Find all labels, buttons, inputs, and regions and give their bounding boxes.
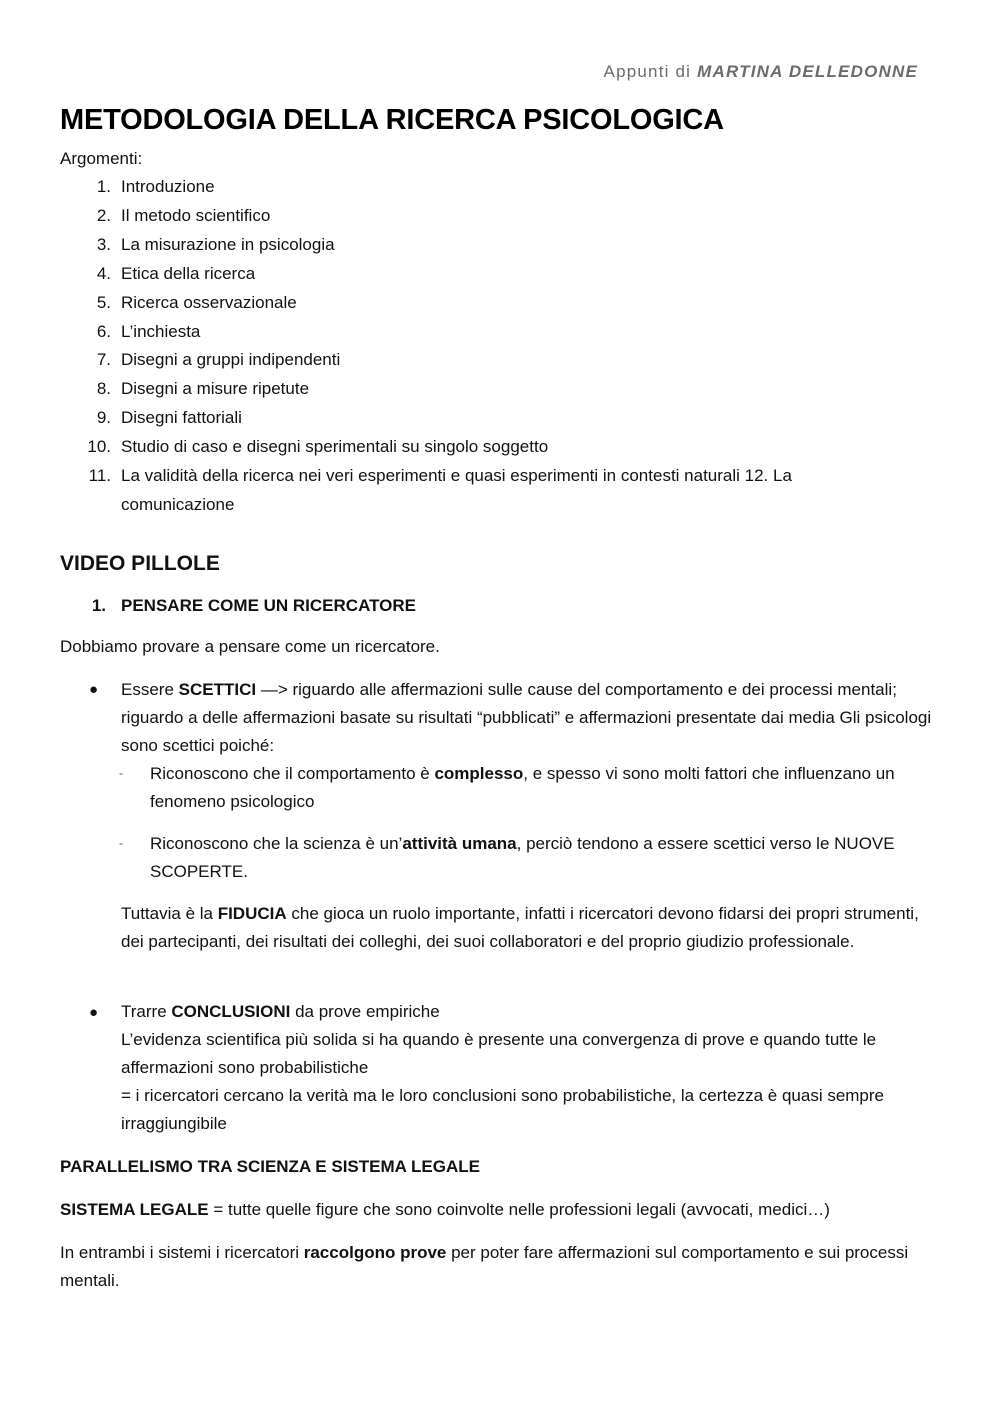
sistema-legale-paragraph: SISTEMA LEGALE = tutte quelle figure che sono coinvolte nelle professioni legali (avvocati, medici…) — [60, 1200, 830, 1219]
subsection-title: PENSARE COME UN RICERCATORE — [121, 596, 417, 615]
section-title: VIDEO PILLOLE — [60, 552, 220, 575]
list-item: 7. Disegni a gruppi indipendenti — [96, 350, 341, 370]
page-title: METODOLOGIA DELLA RICERCA PSICOLOGICA — [60, 104, 724, 136]
conclusioni-line-2: L’evidenza scientifica più solida si ha quando è presente una convergenza di prove e quando tutte le affermazioni sono probabilistiche — [121, 1030, 877, 1077]
parallel-heading: PARALLELISMO TRA SCIENZA E SISTEMA LEGALE — [60, 1157, 480, 1176]
list-item: 10. Studio di caso e disegni sperimentali su singolo soggetto — [87, 437, 549, 457]
bullet-conclusioni: Trarre CONCLUSIONI da prove empiriche L’evidenza scientifica più solida si ha quando è presente una convergenza di prove e quando tutte le affermazioni sono probabilistiche = i ricercatori cercano la verità ma le loro conclusioni sono probabilistiche, la certezza è quasi sempre irraggiungibile — [121, 998, 936, 1138]
sub-bullet-complesso: Riconoscono che il comportamento è complesso, e spesso vi sono molti fattori che influenzano un fenomeno psicologico — [150, 764, 895, 811]
sub-bullet-attivita: Riconoscono che la scienza è un’attività umana, perciò tendono a essere scettici verso le NUOVE SCOPERTE. — [150, 834, 895, 881]
entrambi-paragraph: In entrambi i sistemi i ricercatori raccolgono prove per poter fare affermazioni sul comportamento e sui processi mentali. — [60, 1243, 909, 1290]
list-item: 1. Introduzione — [96, 177, 215, 196]
list-item: 11. La validità della ricerca nei veri esperimenti e quasi esperimenti in contesti naturali 12. La comunicazione — [88, 466, 792, 514]
fiducia-paragraph: Tuttavia è la FIDUCIA che gioca un ruolo importante, infatti i ricercatori devono fidarsi dei propri strumenti, dei partecipanti, dei risultati dei colleghi, dei suoi collaboratori e del proprio giudizio professionale. — [121, 904, 919, 951]
dash-icon: - — [119, 836, 123, 850]
list-item: 8. Disegni a misure ripetute — [96, 379, 310, 399]
bullet-scettici: Essere SCETTICI —> riguardo alle affermazioni sulle cause del comportamento e dei processi mentali; riguardo a delle affermazioni basate su risultati “pubblicati” e affermazioni presentate dai media Gli psicologi sono scettici poiché: — [121, 680, 932, 755]
list-item: 6. L’inchiesta — [96, 321, 201, 341]
header-note — [604, 62, 918, 82]
topics-list — [0, 173, 1000, 520]
dash-icon: - — [119, 766, 123, 780]
list-item: 9. Disegni fattoriali — [96, 408, 242, 428]
list-item: 3. La misurazione in psicologia — [96, 234, 335, 254]
list-item: 2. Il metodo scientifico — [96, 205, 271, 225]
header-prefix: Appunti di — [603, 62, 692, 81]
list-item: 5. Ricerca osservazionale — [96, 292, 297, 312]
conclusioni-line-3: = i ricercatori cercano la verità ma le loro conclusioni sono probabilistiche, la certezza è quasi sempre irraggiungibile — [121, 1086, 884, 1133]
list-item: 4. Etica della ricerca — [96, 263, 256, 283]
intro-paragraph: Dobbiamo provare a pensare come un ricercatore. — [60, 637, 440, 656]
bullet-dot-icon: ● — [89, 1004, 99, 1021]
argomenti-label: Argomenti: — [60, 149, 143, 168]
subsection-number: 1. — [91, 596, 106, 615]
bullet-dot-icon: ● — [89, 681, 99, 698]
header-author: MARTINA DELLEDONNE — [697, 62, 918, 81]
